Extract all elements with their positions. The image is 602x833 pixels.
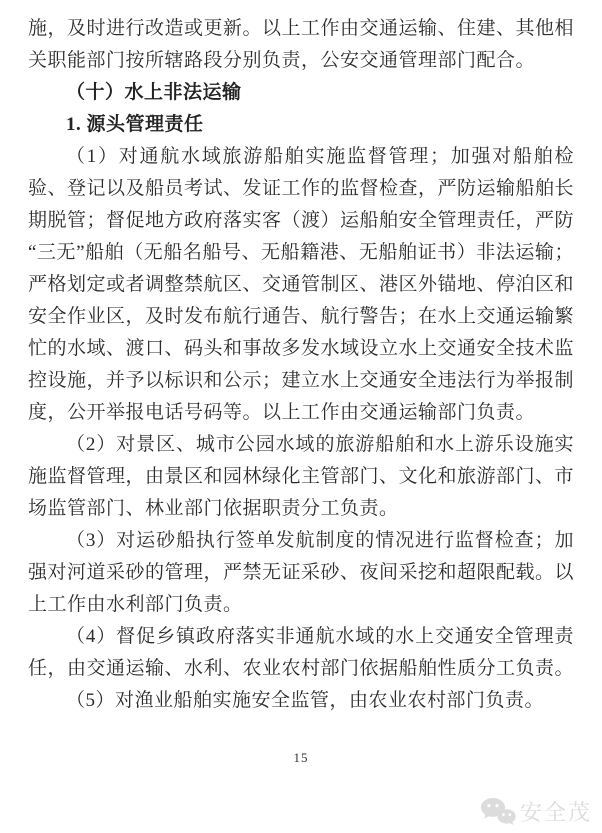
section-heading: （十）水上非法运输: [66, 82, 242, 103]
paragraph-item-5: （5）对渔业船舶实施安全监管，由农业农村部门负责。: [66, 690, 545, 711]
paragraph-item-1: （1）对通航水域旅游船舶实施监督管理；加强对船舶检验、登记以及船员考试、发证工作的监督检查，严防运输船舶长期脱管；督促地方政府落实客（渡）运船舶安全管理责任，严防“三无”船舶（无船名船号、无船籍港、无船舶证书）非法运输；严格划定或者调整禁航区、交通管制区、港区外锚地、停泊区和安全作业区，及时发布航行通告、航行警告；在水上交通运输繁忙的水域、渡口、码头和事故多发水域设立水上交通安全技术监控设施，并予以标识和公示；建立水上交通安全违法行为举报制度，公开举报电话号码等。以上工作由交通运输部门负责。: [28, 146, 575, 423]
watermark: [480, 796, 592, 827]
paragraph-item-2: （2）对景区、城市公园水域的旅游船舶和水上游乐设施实施监督管理，由景区和园林绿化主管部门、文化和旅游部门、市场监管部门、林业部门依据职责分工负责。: [28, 434, 575, 519]
watermark-text: 安全茂: [519, 800, 592, 825]
continuation-paragraph: 施，及时进行改造或更新。以上工作由交通运输、住建、其他相关职能部门按所辖路段分别负责，公安交通管理部门配合。: [28, 18, 575, 71]
paragraph-item-4: （4）督促乡镇政府落实非通航水域的水上交通安全管理责任，由交通运输、水利、农业农村部门依据船舶性质分工负责。: [28, 626, 575, 679]
wechat-icon: [480, 797, 516, 827]
subsection-heading: 1. 源头管理责任: [66, 114, 204, 135]
paragraph-item-3: （3）对运砂船执行签单发航制度的情况进行监督检查；加强对河道采砂的管理，严禁无证采砂、夜间采挖和超限配载。以上工作由水利部门负责。: [28, 530, 575, 615]
page-number: 15: [293, 750, 309, 765]
